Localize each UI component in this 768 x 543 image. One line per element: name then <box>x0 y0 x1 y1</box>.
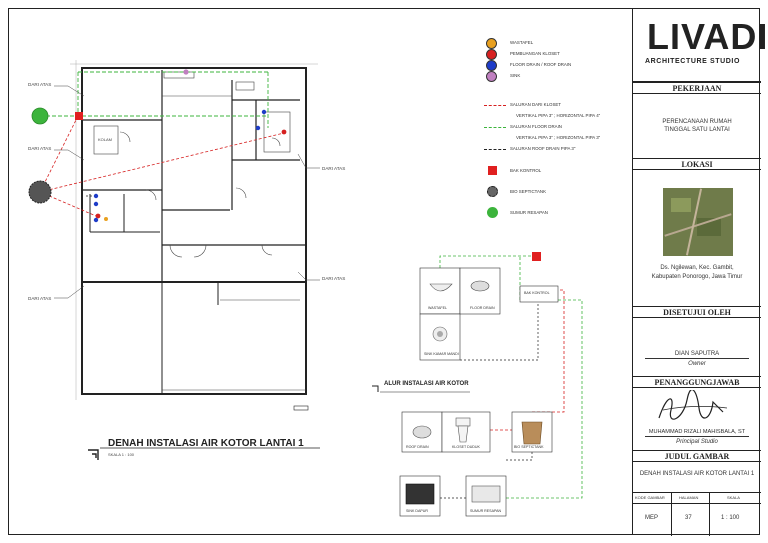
owner-name: DIAN SAPUTRA <box>674 351 720 357</box>
dari-atas-leaders <box>54 86 320 298</box>
plan-walls <box>82 68 306 394</box>
col-halaman: HALAMAN <box>679 495 699 500</box>
legend-line-floor-drain: SALURAN FLOOR DRAIN <box>510 124 562 129</box>
bak-kontrol-symbol <box>75 112 83 120</box>
legend-floor-drain: FLOOR DRAIN / ROOF DRAIN <box>510 62 572 67</box>
legend-wastafel: WASTAFEL <box>510 40 534 45</box>
plan-dimension-lines <box>70 60 318 400</box>
lokasi-line-1: Ds. Ngilewan, Kec. Gambit, <box>660 265 734 271</box>
dari-atas-label-5: DARI ATAS <box>322 276 346 281</box>
legend-bak-kontrol: BAK KONTROL <box>510 168 542 173</box>
judul-heading: JUDUL GAMBAR <box>633 450 761 462</box>
lokasi-line-2: Kabupaten Ponorogo, Jawa Timur <box>651 274 743 280</box>
principal-sign-line <box>645 436 749 437</box>
floor-drain-icon <box>486 60 497 71</box>
principal-name: MUHAMMAD RIZALI MAHISBALA, ST <box>648 429 746 435</box>
flow-label-wastafel: WASTAFEL <box>428 306 447 310</box>
dari-atas-label-2: DARI ATAS <box>28 146 52 151</box>
principal-role: Principal Studio <box>676 439 718 445</box>
penanggung-heading: PENANGGUNGJAWAB <box>633 376 761 388</box>
owner-sign-line <box>645 358 749 359</box>
legend-sink: SINK <box>510 73 521 78</box>
legend-line-floor-drain-sub: VERTIKAL PIPA 3" ; HORIZONTAL PIPA 3" <box>516 135 601 140</box>
flow-label-sink-dapur: SINK DAPUR <box>406 509 428 513</box>
sumur-resapan-icon <box>487 207 498 218</box>
dari-atas-label-4: DARI ATAS <box>322 166 346 171</box>
lokasi-heading: LOKASI <box>633 158 761 170</box>
plan-fixture-dots <box>94 69 287 222</box>
legend-line-kloset: SALURAN DARI KLOSET <box>510 102 561 107</box>
sink-icon <box>486 71 497 82</box>
col-kode: KODE GAMBAR <box>635 495 665 500</box>
flow-label-sumur: SUMUR RESAPAN <box>470 509 502 513</box>
flow-label-bak-kontrol: BAK KONTROL <box>524 291 550 295</box>
val-kode: MEP <box>645 515 659 521</box>
disetujui-heading: DISETUJUI OLEH <box>633 306 761 318</box>
roof-drain-line-icon <box>484 149 506 150</box>
plan-title: DENAH INSTALASI AIR KOTOR LANTAI 1 <box>108 438 304 449</box>
septictank-icon <box>487 186 498 197</box>
val-halaman: 37 <box>685 515 692 521</box>
kloset-icon <box>486 49 497 60</box>
info-table <box>633 492 761 535</box>
signature-image <box>653 390 733 424</box>
title-block <box>632 8 768 535</box>
val-skala: 1 : 100 <box>721 515 740 521</box>
flow-label-septictank: BIO SEPTICTANK <box>514 445 544 449</box>
scale-bar <box>294 406 308 410</box>
bio-septictank-symbol <box>29 181 51 203</box>
sumur-resapan-symbol <box>32 108 48 124</box>
wastafel-icon <box>486 38 497 49</box>
pekerjaan-text: PERENCANAAN RUMAH TINGGAL SATU LANTAI <box>662 119 732 133</box>
flow-label-roof-drain: ROOF DRAIN <box>406 445 429 449</box>
flow-label-sink: SINK KAMAR MANDI <box>424 352 459 356</box>
col-skala: SKALA <box>727 495 740 500</box>
legend-sumur-resapan: SUMUR RESAPAN <box>510 210 548 215</box>
logo-section <box>633 8 768 82</box>
owner-role: Owner <box>688 361 706 367</box>
flow-label-kloset: KLOSET DUDUK <box>452 445 480 449</box>
room-label-kolam: KOLAM <box>98 137 113 142</box>
dari-atas-label-3: DARI ATAS <box>28 296 52 301</box>
legend-septictank: BIO SEPTICTANK <box>510 189 547 194</box>
legend-line-kloset-sub: VERTIKAL PIPA 3" ; HORIZONTAL PIPA 4" <box>516 113 601 118</box>
legend-line-roof-drain: SALURAN ROOF DRAIN PIPA 3" <box>510 146 576 151</box>
legend-kloset: PEMBUANGAN KLOSET <box>510 51 560 56</box>
bak-kontrol-icon <box>488 166 497 175</box>
flow-title: ALUR INSTALASI AIR KOTOR <box>384 381 469 387</box>
pekerjaan-heading: PEKERJAAN <box>633 82 761 94</box>
location-map-image <box>663 188 733 256</box>
kloset-line-icon <box>484 105 506 106</box>
company-logo-subtitle: ARCHITECTURE STUDIO <box>645 58 741 65</box>
company-logo: LIVADI <box>647 16 768 57</box>
flow-label-floor-drain: FLOOR DRAIN <box>470 306 495 310</box>
plan-scale: SKALA 1 : 100 <box>108 452 135 457</box>
floor-drain-line-icon <box>484 127 506 128</box>
judul-text: DENAH INSTALASI AIR KOTOR LANTAI 1 <box>639 471 755 477</box>
dari-atas-label-1: DARI ATAS <box>28 82 52 87</box>
